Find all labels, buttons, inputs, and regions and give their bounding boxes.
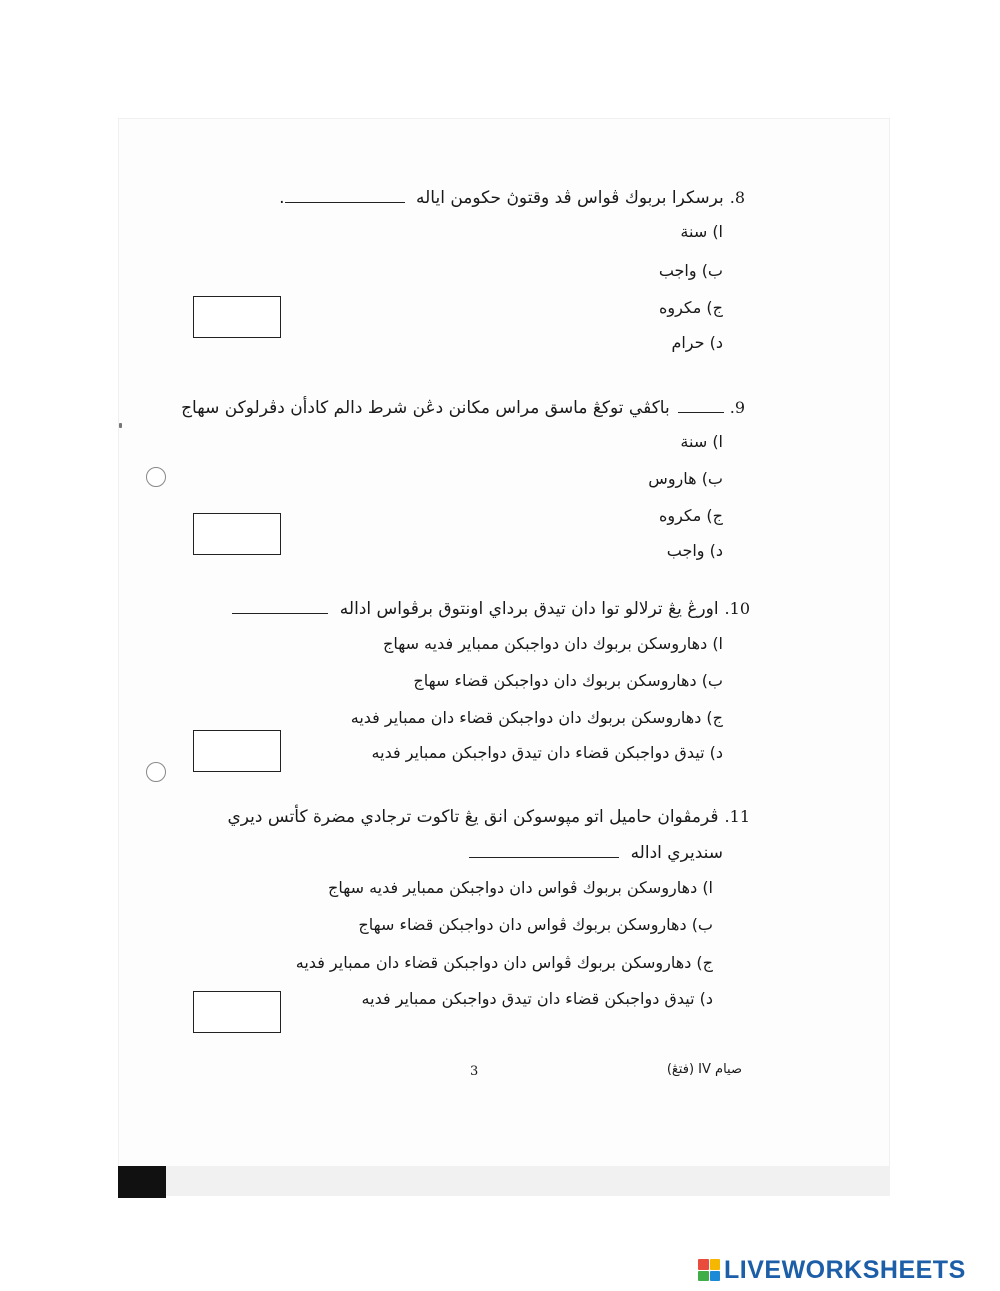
option-d: د) تيدق دواجبکن قضاء دان تيدق دواجبکن ممباير فديه bbox=[361, 989, 713, 1008]
page-number: 3 bbox=[470, 1064, 479, 1079]
option-c: ج) مكروه bbox=[658, 298, 723, 317]
option-d: د) تيدق دواجبکن قضاء دان تيدق دواجبکن ممباير فديه bbox=[371, 743, 723, 762]
punch-hole bbox=[146, 467, 166, 487]
option-b: ب) دهاروسکن بربوك ڤواس دان دواجبکن قضاء سهاج bbox=[358, 915, 713, 934]
liveworksheets-brand[interactable] bbox=[698, 1256, 966, 1284]
liveworksheets-logo-icon bbox=[698, 1259, 720, 1281]
question-text: برسكرا بربوك ڤواس ڤد وقتوڽ حكومن اياله bbox=[415, 188, 724, 208]
scan-speck bbox=[119, 423, 122, 428]
question-8: 8.برسكرا بربوك ڤواس ڤد وقتوڽ حكومن اياله . bbox=[279, 188, 745, 208]
option-b: ب) دهاروسکن بربوك دان دواجبکن قضاء سهاج bbox=[413, 671, 723, 690]
question-10 bbox=[232, 597, 750, 621]
option-c: ج) دهاروسکن بربوك ڤواس دان دواجبکن قضاء دان ممباير فديه bbox=[295, 953, 713, 972]
option-a: ا) سنة bbox=[680, 222, 723, 241]
option-a: ا) سنة bbox=[680, 432, 723, 451]
answer-box[interactable] bbox=[193, 513, 281, 555]
question-text: باکڤي توکڠ ماسق مراس مکانن دڠن شرط دالم کادأن دڤرلوکن سهاج bbox=[181, 398, 670, 418]
answer-blank[interactable] bbox=[232, 599, 328, 614]
answer-blank[interactable] bbox=[285, 188, 405, 203]
answer-box[interactable] bbox=[193, 730, 281, 772]
option-d: د) حرام bbox=[671, 333, 723, 352]
brand-name: LIVEWORKSHEETS bbox=[724, 1255, 966, 1284]
option-d: د) واجب bbox=[666, 541, 723, 560]
question-number: 11. bbox=[724, 807, 750, 826]
question-number: 9. bbox=[729, 398, 745, 417]
answer-box[interactable] bbox=[193, 296, 281, 338]
question-number: 8. bbox=[729, 188, 745, 207]
option-a: ا) دهاروسکن بربوك ڤواس دان دواجبکن ممباير فديه سهاج bbox=[328, 878, 713, 897]
question-11 bbox=[228, 805, 751, 829]
question-number: 10. bbox=[724, 599, 750, 618]
question-9 bbox=[181, 396, 745, 420]
answer-blank[interactable] bbox=[678, 398, 724, 413]
punch-hole bbox=[146, 762, 166, 782]
answer-blank[interactable] bbox=[469, 843, 619, 858]
option-b: ب) واجب bbox=[658, 261, 723, 280]
question-text-cont: سنديري اداله bbox=[630, 843, 723, 863]
scan-edge bbox=[118, 1166, 890, 1196]
option-a: ا) دهاروسکن بربوك دان دواجبکن ممباير فديه سهاج bbox=[382, 634, 723, 653]
question-text: ڤرمڤوان حاميل اتو مپوسوکن انق يڠ تاکوت ترجادي مضرة کأتس ديري bbox=[227, 807, 719, 827]
option-b: ب) هاروس bbox=[648, 469, 723, 488]
option-c: ج) دهاروسکن بربوك دان دواجبکن قضاء دان ممباير فديه bbox=[350, 708, 723, 727]
option-c: ج) مكروه bbox=[658, 506, 723, 525]
footer-label: صيام IV (فتڠ) bbox=[666, 1062, 742, 1077]
answer-box[interactable] bbox=[193, 991, 281, 1033]
scan-dark-corner bbox=[118, 1166, 166, 1198]
question-text: اورڠ يڠ ترلالو توا دان تيدق برداي اونتوق برڤواس اداله bbox=[339, 599, 719, 619]
question-11-cont bbox=[469, 841, 723, 865]
scanned-page bbox=[118, 118, 890, 1196]
